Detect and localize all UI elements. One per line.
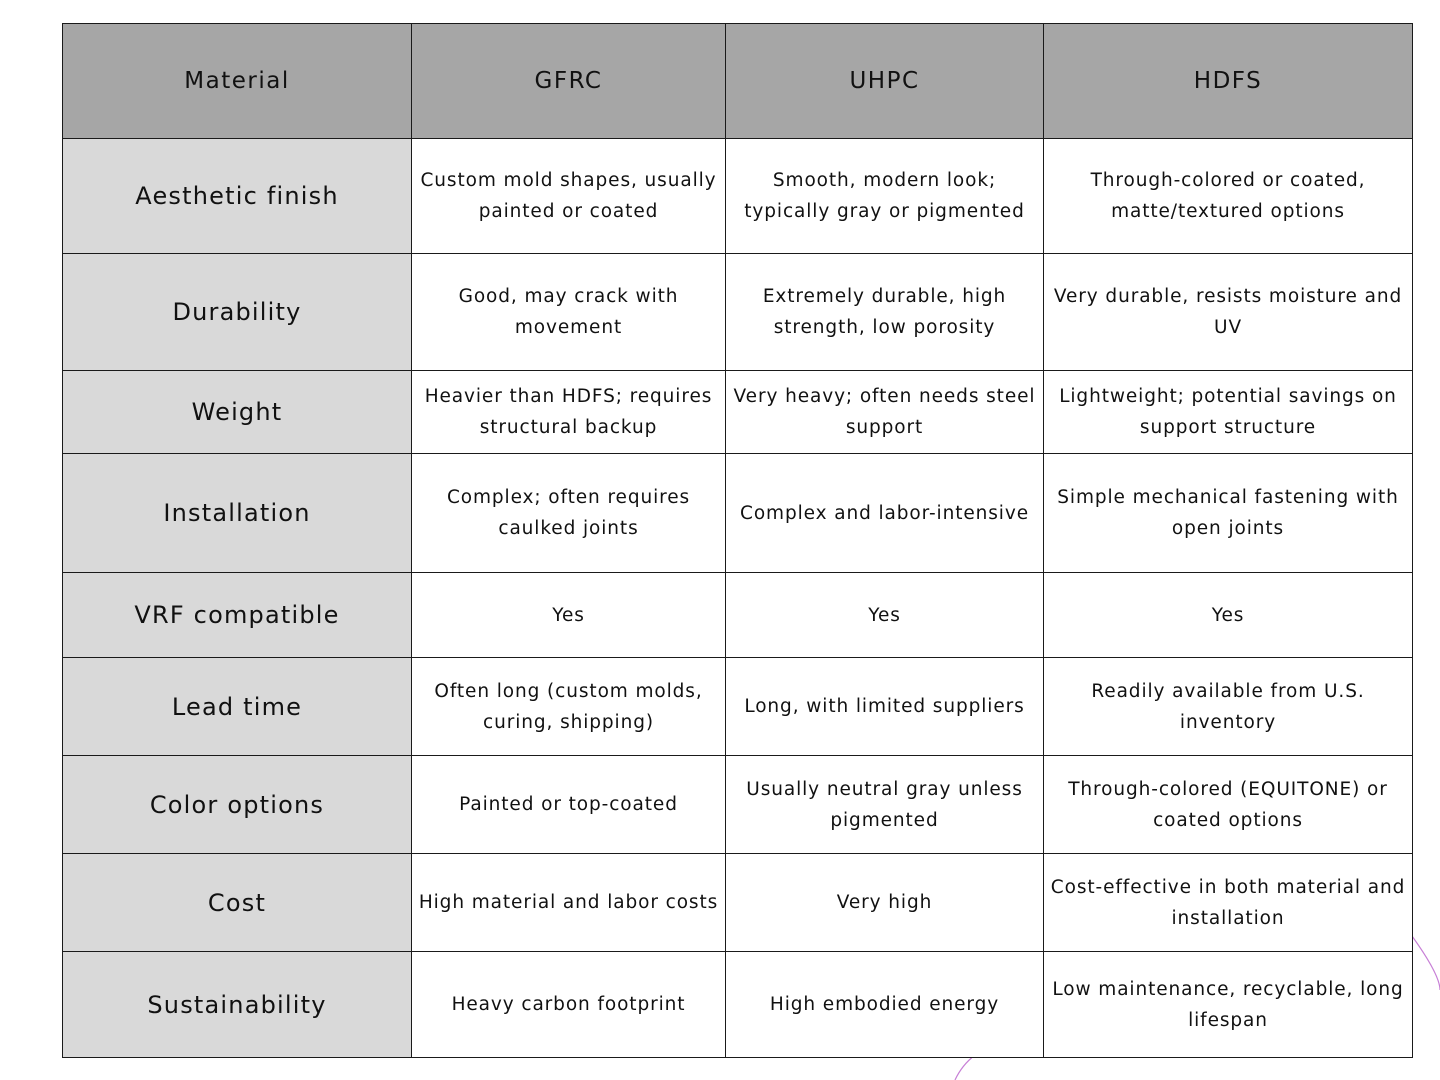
table-row [63, 139, 1413, 254]
table-row [63, 756, 1413, 854]
cell-hdfs: Cost-effective in both material and installation [1044, 854, 1413, 952]
cell-hdfs: Through-colored or coated, matte/textured options [1044, 139, 1413, 254]
cell-gfrc: Heavier than HDFS; requires structural backup [412, 371, 726, 454]
row-label: Color options [63, 756, 412, 854]
row-label: Aesthetic finish [63, 139, 412, 254]
cell-uhpc: Smooth, modern look; typically gray or pigmented [726, 139, 1044, 254]
row-label: Cost [63, 854, 412, 952]
row-label: Lead time [63, 658, 412, 756]
cell-hdfs: Yes [1044, 573, 1413, 658]
cell-hdfs: Lightweight; potential savings on support structure [1044, 371, 1413, 454]
cell-gfrc: Complex; often requires caulked joints [412, 454, 726, 573]
cell-gfrc: Custom mold shapes, usually painted or coated [412, 139, 726, 254]
cell-gfrc: Good, may crack with movement [412, 254, 726, 371]
table-row [63, 658, 1413, 756]
header-material: Material [63, 24, 412, 139]
cell-uhpc: Long, with limited suppliers [726, 658, 1044, 756]
table-row [63, 952, 1413, 1058]
cell-uhpc: Very high [726, 854, 1044, 952]
table-row [63, 454, 1413, 573]
cell-uhpc: Yes [726, 573, 1044, 658]
table-row [63, 573, 1413, 658]
header-uhpc: UHPC [726, 24, 1044, 139]
cell-hdfs: Low maintenance, recyclable, long lifespan [1044, 952, 1413, 1058]
cell-gfrc: Heavy carbon footprint [412, 952, 726, 1058]
cell-uhpc: Usually neutral gray unless pigmented [726, 756, 1044, 854]
cell-uhpc: Complex and labor-intensive [726, 454, 1044, 573]
header-gfrc: GFRC [412, 24, 726, 139]
header-row [63, 24, 1413, 139]
cell-gfrc: High material and labor costs [412, 854, 726, 952]
cell-hdfs: Readily available from U.S. inventory [1044, 658, 1413, 756]
material-comparison-table [62, 23, 1413, 1058]
cell-hdfs: Very durable, resists moisture and UV [1044, 254, 1413, 371]
row-label: Installation [63, 454, 412, 573]
table-row [63, 854, 1413, 952]
cell-gfrc: Painted or top-coated [412, 756, 726, 854]
row-label: Weight [63, 371, 412, 454]
cell-hdfs: Simple mechanical fastening with open joints [1044, 454, 1413, 573]
table-row [63, 371, 1413, 454]
cell-uhpc: Extremely durable, high strength, low porosity [726, 254, 1044, 371]
cell-uhpc: High embodied energy [726, 952, 1044, 1058]
cell-hdfs: Through-colored (EQUITONE) or coated options [1044, 756, 1413, 854]
header-hdfs: HDFS [1044, 24, 1413, 139]
row-label: Durability [63, 254, 412, 371]
row-label: VRF compatible [63, 573, 412, 658]
cell-gfrc: Yes [412, 573, 726, 658]
cell-gfrc: Often long (custom molds, curing, shipping) [412, 658, 726, 756]
table-row [63, 254, 1413, 371]
row-label: Sustainability [63, 952, 412, 1058]
cell-uhpc: Very heavy; often needs steel support [726, 371, 1044, 454]
